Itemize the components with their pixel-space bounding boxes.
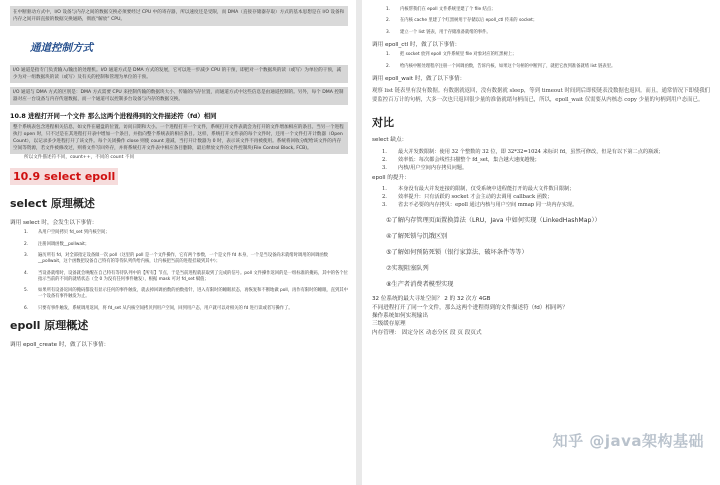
epoll-create-list (386, 7, 712, 36)
section-10-8-title: 10.8 进程打开同一个文件 那么这两个进程得到的文件描述符（fd）相同 (10, 112, 217, 120)
list-text: 省去不必要的内存拷贝：epoll 通过内核与用户空间 mmap 同一块内存实现。 (398, 202, 578, 209)
list-text: 建立一个 list 链表，用于存储准备就绪的事件。 (400, 29, 491, 35)
list-number: 3. (386, 29, 391, 35)
question-line: 三级缓存原理 (372, 321, 406, 328)
topic-item: ①了解内存管理页面置换算法（LRU，Java 中如何实现（LinkedHashMap）） (386, 217, 601, 225)
topic-item: ⑤了解如何预防死锁（银行家算法、破坏条件等等） (386, 249, 528, 257)
list-number: 2. (386, 63, 391, 69)
list-text: 只要有事件触发，系统调用返回，将 fd_set 从内核空间拷贝到用户空间，回到用户态，用户就可以对相关的 fd 进行读或者写操作了。 (38, 305, 293, 311)
list-number: 3. (382, 164, 387, 171)
question-line: 内存管理： 固定分区 动态分区 段 页 段页式 (372, 329, 482, 336)
epoll-heading: epoll 原理概述 (10, 319, 89, 333)
question-line: 操作系统如何实现输出 (372, 312, 428, 319)
list-number: 2. (24, 241, 29, 247)
list-item (386, 30, 712, 36)
channel-heading: 通道控制方式 (30, 42, 93, 54)
list-text: 把 socket 放到 epoll 文件系统里 file 对象对应的红黑树上； (400, 52, 517, 58)
list-item (24, 253, 348, 266)
epoll-pros-intro: epoll 的提升： (372, 174, 410, 181)
bottom-questions (372, 295, 712, 337)
compare-heading: 对比 (372, 116, 394, 130)
list-text: 给内核中断处理程序注册一个回调函数，告诉内核，如果这个句柄的中断到了，就把它放到准备就绪 list 链表里。 (400, 63, 616, 69)
list-text: 在内核 cache 里建了个红黑树用于存储以后 epoll_ctl 传来的 socket； (400, 18, 538, 24)
epoll-wait-intro: 调用 epoll_wait 时，做了以下事情： (372, 75, 466, 82)
list-number: 2. (382, 156, 387, 163)
list-number: 3. (382, 202, 387, 209)
list-text: 最大并发数限制：使用 32 个整数的 32 位，即 32*32=1024 来标识 fd，虽然可修改，但是有以下第二点的瓶颈； (398, 148, 664, 155)
list-item (386, 7, 712, 13)
channel-paragraph-1: I/O 通道是指专门负责输入/输出的处理机。I/O 通道方式是 DMA 方式的发展，它可以进一步减少 CPU 的干预，即把对一个数据块的读（或写）为单位的干预，减少为对一组数据块的读（或写）及有关的控制和管理为单位的干预。 (10, 65, 348, 83)
list-item (382, 193, 712, 201)
list-text: 如果所有设备返回的掩码都没有显示任何的事件触发，就去掉回调函数的函数指针，进入有限时的睡眠状态，再恢复和不断地做 poll，再作有限时的睡眠，直到其中一个设备有事件触发为止。 (38, 288, 348, 300)
list-item (24, 288, 348, 301)
list-item (386, 64, 712, 70)
list-number: 5. (24, 288, 29, 294)
list-item (382, 148, 712, 156)
section-10-8-tail: 所以文件描述符不同，count++，不同的 count 不同 (24, 155, 135, 160)
list-number: 1. (24, 230, 29, 236)
list-number: 4. (24, 270, 29, 276)
channel-paragraph-2: I/O 通道与 DMA 方式的区别是：DMA 方式需要 CPU 来控制传输的数据块大小、传输的内存位置，而通道方式中这些信息是由通道控制的。另外，每个 DMA 控制器对应一台设备与内存传递数据，而一个通道可以控制多台设备与内存的数据交换。 (10, 87, 348, 105)
list-item (382, 164, 712, 172)
list-item (24, 306, 348, 312)
epoll-ctl-list (386, 52, 712, 70)
list-number: 6. (24, 305, 29, 311)
list-text: 本身没有最大并发连接的限制，仅受系统中进程能打开的最大文件数目限制； (398, 186, 575, 193)
list-text: 从用户空间拷贝 fd_set 到内核空间； (38, 230, 110, 236)
left-document-page (0, 0, 356, 485)
list-number: 1. (382, 148, 387, 155)
question-line: 32 位系统的最大寻址空间？ 2 的 32 次方 4GB (372, 296, 491, 303)
epoll-ctl-intro: 调用 epoll_ctl 时，做了以下事情： (372, 41, 461, 48)
list-number: 1. (382, 186, 387, 193)
list-item (24, 242, 348, 248)
topic-item: ⑧生产者消费者模型实现 (386, 281, 454, 289)
list-text: 效率低：每次都会线性扫描整个 fd_set，集合越大速度越慢； (398, 156, 540, 163)
list-text: 效率提升：只有活跃的 socket 才会主动的去调用 callback 函数； (398, 194, 553, 201)
topic-item: ④了解死锁与饥饿区别 (386, 233, 448, 241)
epoll-wait-text: 观察 list 链表里有没有数据。有数据就返回，没有数据就 sleep，等到 timeout 时间到后即使链表没数据也返回。而且，通常情况下即使我们要监控百万计的句柄，大多一次也只返回很少量的准备就绪句柄而已，所以，epoll_wait 仅需要从内核态 copy 少量的句柄到用户态而已。 (372, 88, 711, 103)
list-item (386, 52, 712, 58)
circled-topics (372, 216, 712, 289)
list-text: 内核/用户空间内存拷贝问题。 (398, 164, 468, 171)
epoll-pros-list (382, 185, 712, 209)
topic-item: ⑦实现阻塞队列 (386, 265, 429, 273)
list-number: 2. (386, 18, 391, 24)
list-item (382, 201, 712, 209)
list-number: 1. (386, 52, 391, 58)
list-text: 注册回调函数__pollwait； (38, 241, 90, 247)
epoll-intro: 调用 epoll_create 时，做了以下事情： (10, 342, 110, 349)
intro-paragraph: 在中断驱动方式中，I/O 设备与内存之间的数据交换必须要经过 CPU 中的寄存器，所以速度还是受限，而 DMA（直接存储器存取）方式的基本思想是在 I/O 设备和内存之间开辟直接的数据交换通路，彻底“解放” CPU。 (13, 10, 345, 22)
question-line: 不同进程打开了同一个文件，那么这两个进程得到的文件描述符（fd）相同吗？ (372, 304, 568, 311)
list-text: 当设备就绪时，设备就会唤醒在自己特有等待队列中的【所有】节点，于是当前进程就获取到了完成的信号。poll 文件操作返回的是一组标准的掩码，其中的各个位指示当前的不同的就绪状态（全 0 为没有任何事件触发），根据 mask 可对 fd_set 赋值； (38, 270, 348, 282)
list-number: 1. (386, 7, 391, 12)
list-item (24, 230, 348, 236)
intro-block (10, 6, 348, 26)
select-intro: 调用 select 时，会发生以下事情： (10, 220, 98, 226)
select-steps-list (24, 230, 348, 312)
select-cons-list (382, 148, 712, 172)
list-number: 3. (24, 253, 29, 258)
list-item (382, 156, 712, 164)
right-document-page (362, 0, 720, 485)
section-10-8-text: 整个系统表包含进程相关信息，如文件在磁盘的位置、访问日期和大小。一个进程打开一个文件，系统打开文件表就会为打开的文件增加相应的条目。当另一个进程执行 open 时，只不过是在其进程打开表中增加一个条目，并指向整个系统表的相应条目。这样，系统打开文件表的每个文件时，还用一个文件打开计数器（Open Count），以记录多少进程打开了该文件。每个关闭操作 close 则使 count 递减，当打开计数器为 0 时，表示该文件不再被使用。系统将回收分配给该文件的内存空间等资源，若文件被修改过，则将文件写回外存，并将系统打开文件表中相应条目删除，最后释放文件的文件控制块(File Control Block, FCB)。 (10, 122, 348, 154)
select-heading: select 原理概述 (10, 197, 95, 210)
list-item (386, 18, 712, 24)
section-10-9-title: 10.9 select epoll (10, 168, 118, 185)
list-number: 2. (382, 194, 387, 201)
zhihu-watermark: 知乎 @java架构基础 (552, 432, 704, 450)
list-item (382, 185, 712, 193)
list-item (24, 271, 348, 284)
select-cons-intro: select 缺点： (372, 137, 408, 144)
list-text: 内核帮我们在 epoll 文件系统里建了个 file 结点； (400, 7, 496, 12)
list-text: 遍历所有 fd，对全部指定设备做一次 poll（这里的 poll 是一个文件操作，它有两个参数，一个是文件 fd 本身，一个是当设备尚未就绪时调用的回调函数__pollwait，这个函数把设备自己特有的等待队列传给内核，让内核把当前的进程挂载到其中）； (38, 253, 328, 265)
